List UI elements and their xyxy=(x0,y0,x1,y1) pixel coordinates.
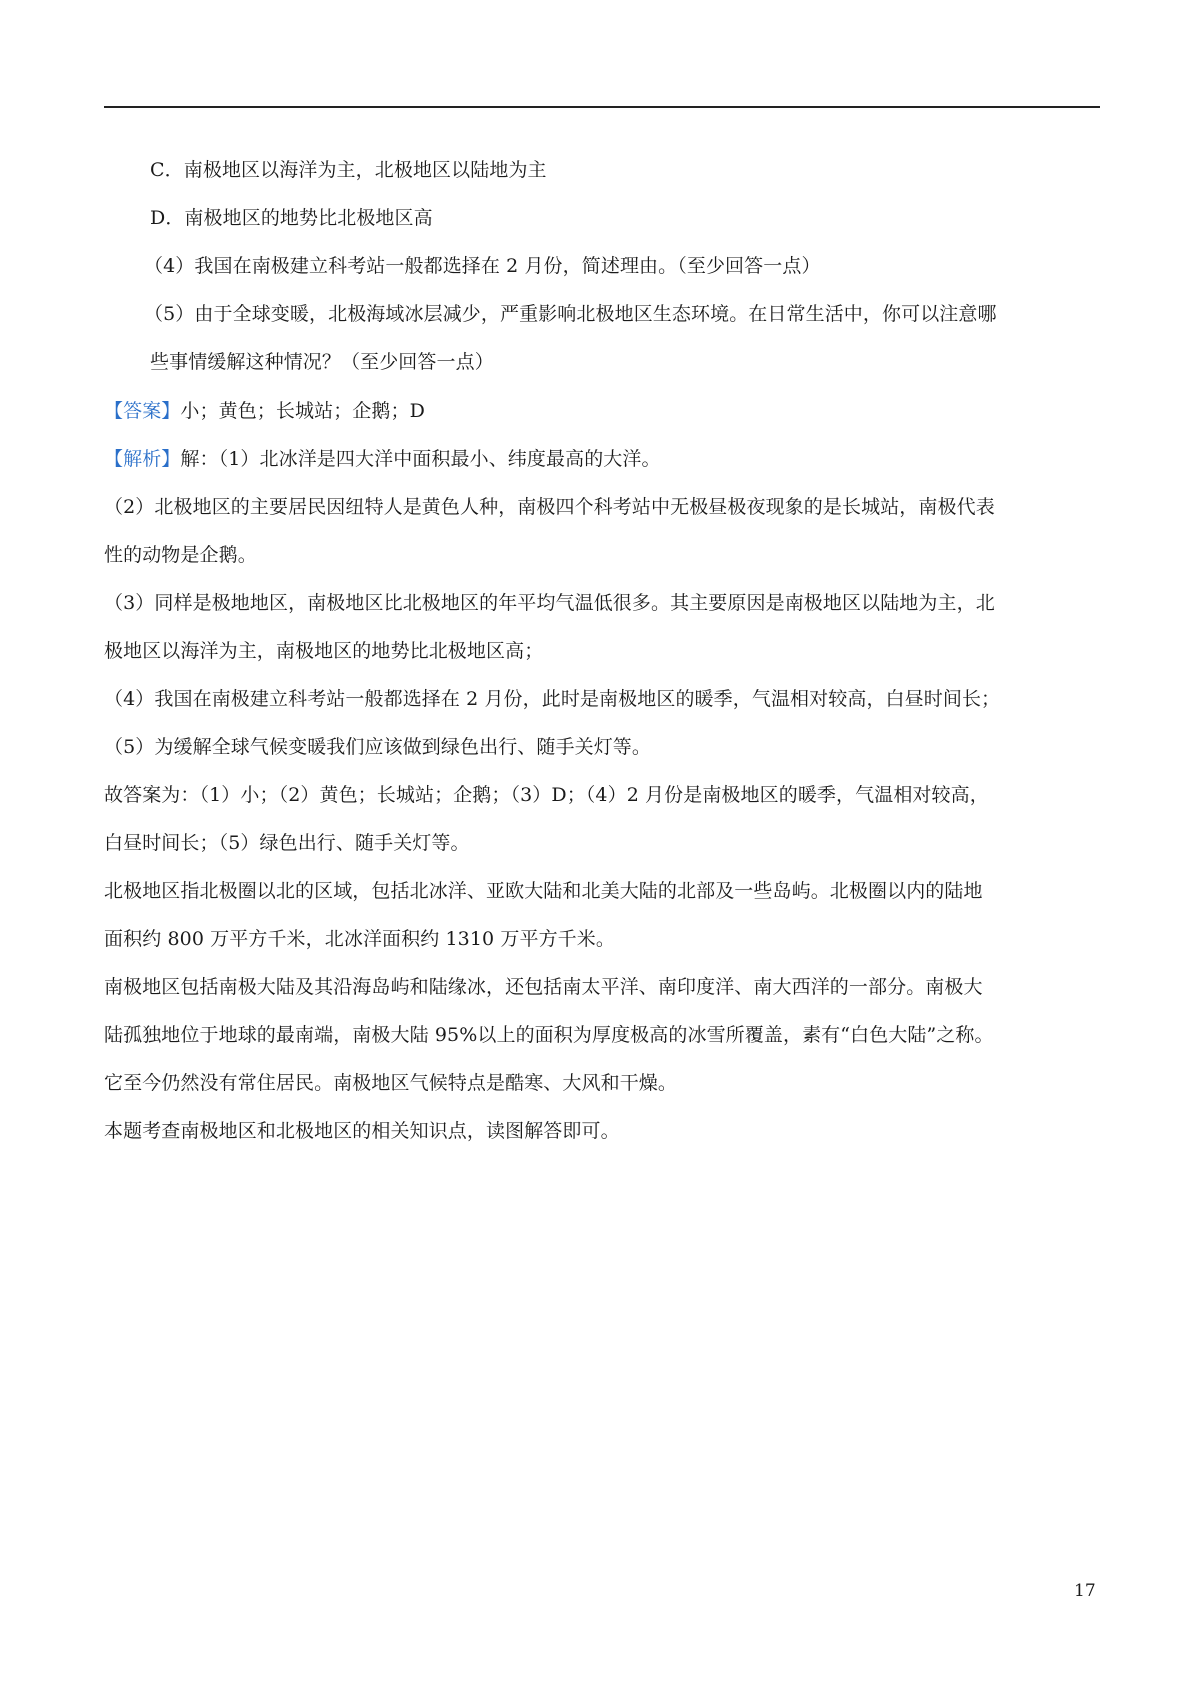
answer-line xyxy=(104,398,425,424)
analysis-lead-line xyxy=(104,446,661,472)
conclusion: 本题考查南极地区和北极地区的相关知识点，读图解答即可。 xyxy=(104,1120,620,1142)
analysis-p2-line-1: （2）北极地区的主要居民因纽特人是黄色人种，南极四个科考站中无极昼极夜现象的是长城站，南极代表 xyxy=(104,496,995,518)
antarctic-line-1: 南极地区包括南极大陆及其沿海岛屿和陆缘冰，还包括南太平洋、南印度洋、南大西洋的一部分。南极大 xyxy=(104,976,983,998)
analysis-p2-line-2: 性的动物是企鹅。 xyxy=(104,544,257,566)
analysis-lead: 解：（1）北冰洋是四大洋中面积最小、纬度最高的大洋。 xyxy=(180,448,661,470)
analysis-p5: （5）为缓解全球气候变暖我们应该做到绿色出行、随手关灯等。 xyxy=(104,736,651,758)
answer-label: 【答案】 xyxy=(104,400,181,422)
analysis-p4: （4）我国在南极建立科考站一般都选择在 2 月份，此时是南极地区的暖季，气温相对较高，白昼时间长； xyxy=(104,688,1001,710)
header-rule xyxy=(104,106,1100,108)
analysis-p3-line-2: 极地区以海洋为主，南极地区的地势比北极地区高； xyxy=(104,640,544,662)
analysis-label: 【解析】 xyxy=(104,448,181,470)
page-number: 17 xyxy=(1074,1581,1096,1601)
answer-text: 小；黄色；长城站；企鹅；D xyxy=(180,400,425,422)
antarctic-line-3: 它至今仍然没有常住居民。南极地区气候特点是酷寒、大风和干燥。 xyxy=(104,1072,678,1094)
option-d: D．南极地区的地势比北极地区高 xyxy=(150,207,433,229)
analysis-p3-line-1: （3）同样是极地地区，南极地区比北极地区的年平均气温低很多。其主要原因是南极地区以陆地为主，北 xyxy=(104,592,995,614)
summary-line-2: 白昼时间长；（5）绿色出行、随手关灯等。 xyxy=(104,832,470,854)
summary-line-1: 故答案为：（1）小；（2）黄色；长城站；企鹅；（3）D；（4）2 月份是南极地区的暖季，气温相对较高， xyxy=(104,784,989,806)
antarctic-line-2: 陆孤独地位于地球的最南端，南极大陆 95%以上的面积为厚度极高的冰雪所覆盖，素有“白色大陆”之称。 xyxy=(104,1024,994,1046)
option-c: C．南极地区以海洋为主，北极地区以陆地为主 xyxy=(150,159,547,181)
arctic-line-2: 面积约 800 万平方千米，北冰洋面积约 1310 万平方千米。 xyxy=(104,928,615,950)
question-5-line-1: （5）由于全球变暖，北极海域冰层减少，严重影响北极地区生态环境。在日常生活中，你可以注意哪 xyxy=(144,303,997,325)
question-5-line-2: 些事情缓解这种情况？（至少回答一点） xyxy=(150,351,494,373)
question-4: （4）我国在南极建立科考站一般都选择在 2 月份，简述理由。（至少回答一点） xyxy=(144,255,821,277)
arctic-line-1: 北极地区指北极圈以北的区域，包括北冰洋、亚欧大陆和北美大陆的北部及一些岛屿。北极圈以内的陆地 xyxy=(104,880,983,902)
